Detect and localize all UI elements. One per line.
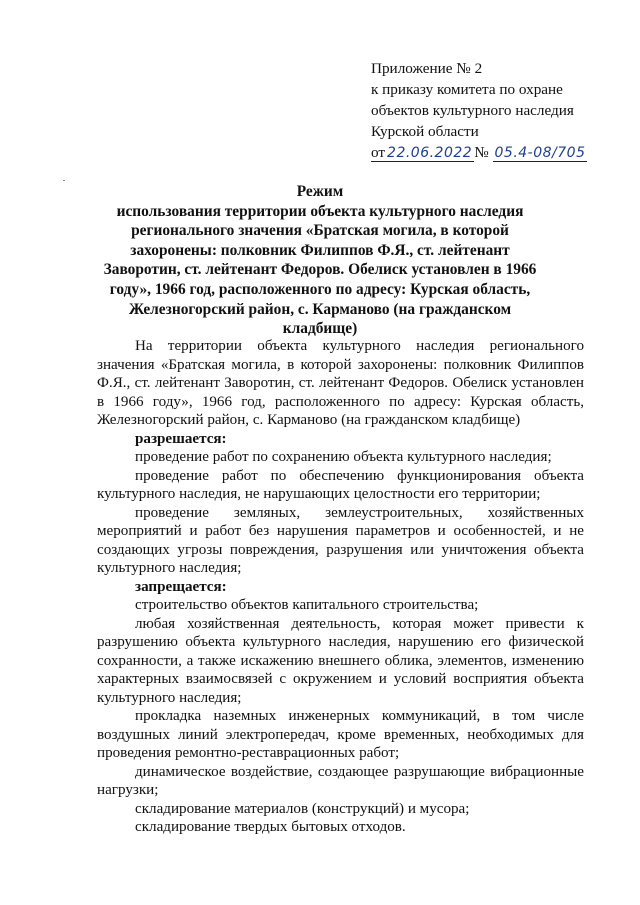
document-body [97, 337, 584, 837]
intro-paragraph: На территории объекта культурного наследия регионального значения «Братская могила, в которой захоронены: полковник Филиппов Ф.Я., ст. лейтенант Заворотин, ст. лейтенант Федоров. Обелиск установлен в 1966 году», 1966 год, расположенного по адресу: Курская область, Железногорский район, с. Карманово (на гражданском кладбище) [97, 338, 584, 428]
annex-order-line: к приказу комитета по охране [371, 81, 563, 98]
annex-date-number-line [371, 142, 621, 164]
annex-title: Приложение № 2 [371, 60, 483, 77]
forbidden-item: складирование твердых бытовых отходов. [135, 819, 406, 835]
handwritten-number: 05.4-08/705 [494, 145, 586, 161]
allowed-item: проведение работ по сохранению объекта культурного наследия; [135, 449, 552, 465]
annex-header [371, 58, 621, 164]
allowed-item: проведение работ по обеспечению функционирования объекта культурного наследия, не нарушающих целостности его территории; [97, 467, 584, 502]
document-heading [100, 182, 540, 339]
annex-from-label: от [371, 144, 386, 161]
heading-title: Режим [296, 183, 344, 200]
forbidden-item: динамическое воздействие, создающее разрушающие вибрационные нагрузки; [97, 763, 584, 798]
scan-speck [63, 180, 65, 181]
forbidden-item: строительство объектов капитального строительства; [135, 597, 479, 613]
forbidden-item: любая хозяйственная деятельность, которая может привести к разрушению объекта культурного наследия, нарушению его физической сохранности, а также искажению внешнего облика, элементов, изменению характерных взаимосвязей с окружением и условий восприятия объекта культурного наследия; [97, 615, 584, 706]
allowed-item: проведение земляных, землеустроительных, хозяйственных мероприятий и работ без нарушения параметров и особенностей, и не создающих угрозы повреждения, разрушения или уничтожения объекта культурного наследия; [97, 504, 584, 576]
allowed-label: разрешается: [135, 430, 227, 447]
heading-subtitle: использования территории объекта культурного наследия регионального значения «Братская могила, в которой захоронены: полковник Филиппов Ф.Я., ст. лейтенант Заворотин, ст. лейтенант Федоров. Обелиск установлен в 1966 году», 1966 год, расположенного по адресу: Курская область, Железногорский район, с. Карманово (на гражданском кладбище) [103, 202, 537, 338]
handwritten-date: 22.06.2022 [387, 145, 473, 161]
forbidden-label: запрещается: [135, 578, 227, 595]
forbidden-item: прокладка наземных инженерных коммуникаций, в том числе воздушных линий электропередач, кроме временных, необходимых для проведения ремонтно-реставрационных работ; [97, 708, 584, 761]
annex-committee-line: объектов культурного наследия [371, 102, 574, 119]
annex-number-sign: № [474, 144, 489, 161]
forbidden-item: складирование материалов (конструкций) и мусора; [135, 800, 470, 817]
annex-region-line: Курской области [371, 123, 479, 140]
